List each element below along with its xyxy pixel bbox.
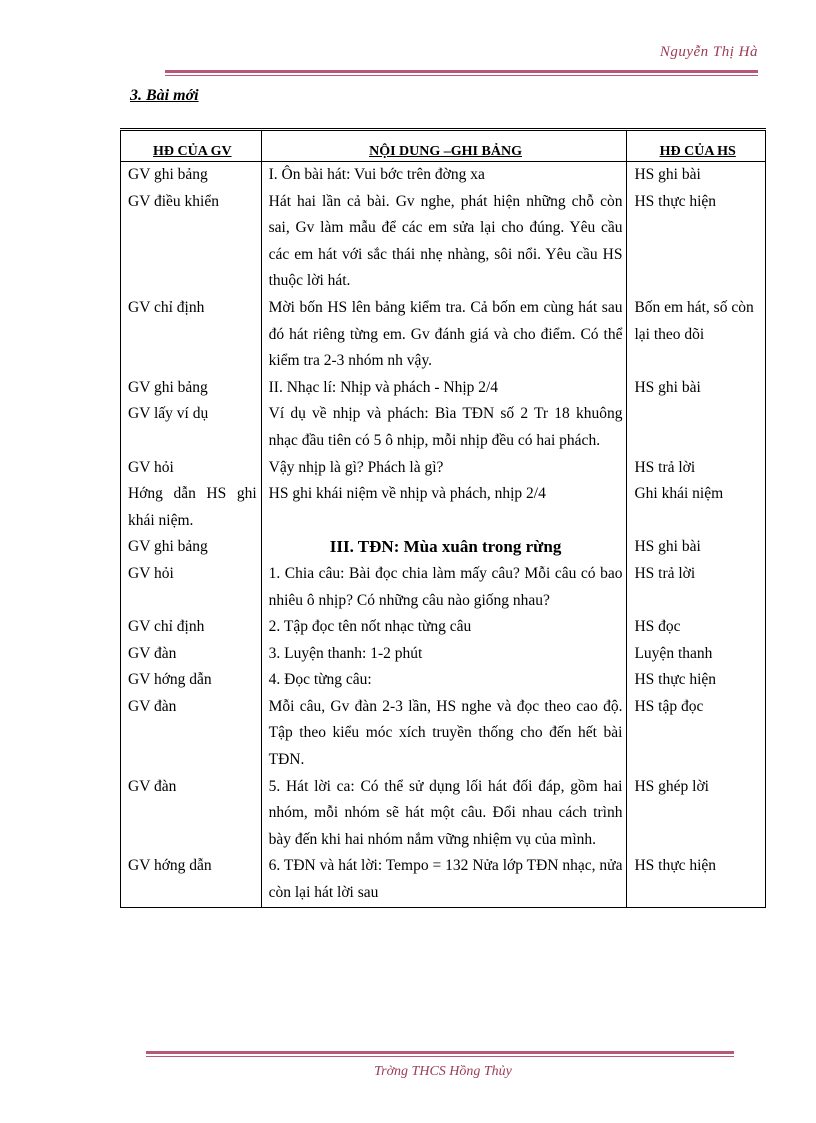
cell-student: HS trả lời [627,455,766,482]
cell-content: Mời bốn HS lên bảng kiểm tra. Cả bốn em cùng hát sau đó hát riêng từng em. Gv đánh giá và cho điểm. Có thể kiểm tra 2-3 nhóm nh vậy. [261,295,627,375]
cell-content: Mỗi câu, Gv đàn 2-3 lần, HS nghe và đọc theo cao độ. Tập theo kiểu móc xích truyền thống cho đến hết bài TĐN. [261,694,627,774]
header-author: Nguyễn Thị Hà [659,44,758,60]
cell-student [627,401,766,454]
header-student-activity: HĐ CỦA HS [627,130,766,162]
table-row [121,534,766,561]
header-content: NỘI DUNG –GHI BẢNG [261,130,627,162]
cell-teacher: GV hỏi [121,455,262,482]
footer-school: Trờng THCS Hồng Thủy [374,1064,512,1079]
lesson-table-wrapper [120,128,766,908]
cell-content: 5. Hát lời ca: Có thể sử dụng lối hát đối đáp, gồm hai nhóm, mỗi nhóm sẽ hát một câu. Đổi nhau cách trình bày đến khi hai nhóm nắm vững nhiệm vụ của mình. [261,774,627,854]
cell-teacher: GV ghi bảng [121,534,262,561]
cell-teacher: GV lấy ví dụ [121,401,262,454]
cell-content: HS ghi khái niệm về nhịp và phách, nhịp 2/4 [261,481,627,534]
cell-student: HS ghi bài [627,375,766,402]
cell-teacher: GV hỏi [121,561,262,614]
footer-rule [146,1051,734,1057]
header-rule [165,70,758,76]
table-row [121,481,766,534]
cell-content: 6. TĐN và hát lời: Tempo = 132 Nửa lớp TĐN nhạc, nửa còn lại hát lời sau [261,853,627,907]
table-header-row [121,130,766,162]
cell-student: Luyện thanh [627,641,766,668]
cell-student: HS thực hiện [627,667,766,694]
cell-teacher: GV ghi bảng [121,162,262,189]
table-row [121,401,766,454]
cell-student: HS trả lời [627,561,766,614]
table-row [121,694,766,774]
table-row [121,561,766,614]
cell-student: Bốn em hát, số còn lại theo dõi [627,295,766,375]
cell-teacher: Hớng dẫn HS ghi khái niệm. [121,481,262,534]
cell-teacher: GV hớng dẫn [121,667,262,694]
table-row [121,614,766,641]
table-row [121,295,766,375]
header-teacher-activity: HĐ CỦA GV [121,130,262,162]
cell-content: 4. Đọc từng câu: [261,667,627,694]
cell-content: Vậy nhịp là gì? Phách là gì? [261,455,627,482]
cell-content: II. Nhạc lí: Nhịp và phách - Nhịp 2/4 [261,375,627,402]
cell-student: Ghi khái niệm [627,481,766,534]
table-row [121,667,766,694]
cell-content: III. TĐN: Mùa xuân trong rừng [261,534,627,561]
cell-content: 2. Tập đọc tên nốt nhạc từng câu [261,614,627,641]
cell-student: HS ghi bài [627,534,766,561]
cell-teacher: GV đàn [121,774,262,854]
cell-content: 3. Luyện thanh: 1-2 phút [261,641,627,668]
cell-teacher: GV chỉ định [121,614,262,641]
cell-teacher: GV chỉ định [121,295,262,375]
cell-student: HS ghép lời [627,774,766,854]
cell-student: HS đọc [627,614,766,641]
table-row [121,455,766,482]
table-row [121,774,766,854]
table-row [121,189,766,295]
table-row [121,853,766,907]
cell-student: HS ghi bài [627,162,766,189]
section-title: 3. Bài mới [130,87,199,104]
cell-student: HS thực hiện [627,853,766,907]
cell-teacher: GV điều khiển [121,189,262,295]
lesson-table [120,128,766,908]
table-row [121,375,766,402]
cell-content: Hát hai lần cả bài. Gv nghe, phát hiện những chỗ còn sai, Gv làm mẫu để các em sửa lại cho đúng. Yêu cầu các em hát với sắc thái nhẹ nhàng, sôi nổi. Yêu cầu HS thuộc lời hát. [261,189,627,295]
cell-teacher: GV hớng dẫn [121,853,262,907]
table-row [121,641,766,668]
cell-student: HS tập đọc [627,694,766,774]
cell-content: Ví dụ về nhịp và phách: Bìa TĐN số 2 Tr 18 khuông nhạc đầu tiên có 5 ô nhịp, mỗi nhịp đều có hai phách. [261,401,627,454]
cell-teacher: GV ghi bảng [121,375,262,402]
cell-content: 1. Chia câu: Bài đọc chia làm mấy câu? Mỗi câu có bao nhiêu ô nhịp? Có những câu nào giống nhau? [261,561,627,614]
cell-content: I. Ôn bài hát: Vui bớc trên đờng xa [261,162,627,189]
table-row [121,162,766,189]
cell-teacher: GV đàn [121,641,262,668]
cell-student: HS thực hiện [627,189,766,295]
cell-teacher: GV đàn [121,694,262,774]
